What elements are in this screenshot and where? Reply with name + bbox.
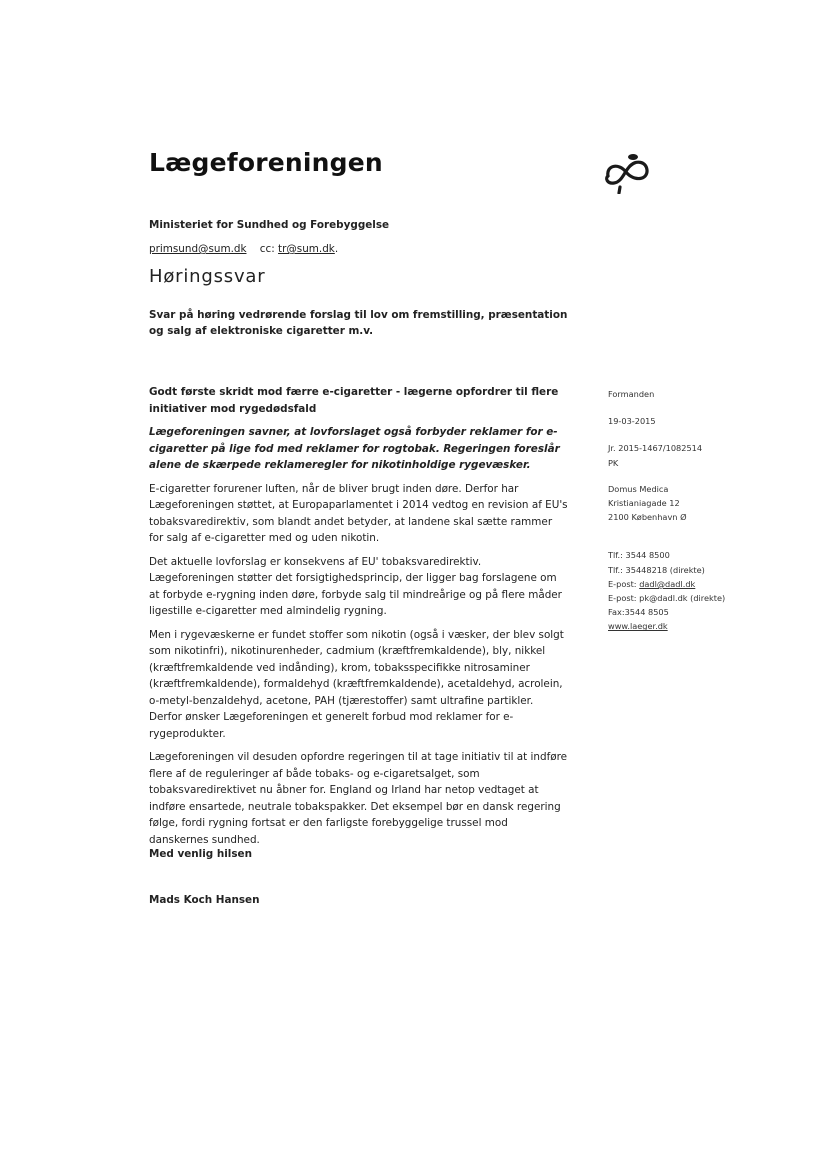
organization-name: Lægeforeningen: [149, 148, 383, 177]
phone-number: Tlf.: 3544 8500: [608, 550, 670, 561]
email-link[interactable]: dadl@dadl.dk: [639, 578, 696, 589]
email-line: [608, 577, 808, 591]
phone-direct: Tlf.: 35448218 (direkte): [608, 564, 705, 575]
document-subject: Svar på høring vedrørende forslag til lov om fremstilling, præsentation og salg af elektroniske cigaretter m.v.: [149, 309, 568, 337]
intro-paragraph: Lægeforeningen savner, at lovforslaget også forbyder reklamer for e-cigaretter på lige fod med reklamer for rogtobak. Regeringen foreslår alene de skærpede reklameregler for nikotinholdige rygevæsker.: [149, 426, 560, 471]
sidebar-info: [608, 387, 808, 634]
primary-email-link[interactable]: primsund@sum.dk: [149, 243, 247, 255]
address-city: 2100 København Ø: [608, 512, 687, 523]
address-street: Kristianiagade 12: [608, 498, 680, 509]
cc-label: cc:: [259, 243, 275, 255]
website-link[interactable]: www.laeger.dk: [608, 621, 668, 632]
signature-name: Mads Koch Hansen: [149, 894, 260, 906]
body-paragraph: Lægeforeningen vil desuden opfordre regeringen til at tage initiativ til at indføre flere af de reguleringer af både tobaks- og e-cigaretsalget, som tobaksvaredirektivet nu åbner for. England og Irland har netop vedtaget at indføre ensartede, neutrale tobakspakker. Det eksempel bør en dansk regering følge, fordi rygning fortsat er den farligste forebyggelige trussel mod danskernes sundhed.: [149, 751, 568, 846]
journal-reference: Jr. 2015-1467/1082514: [608, 443, 703, 454]
sender-initials: PK: [608, 457, 619, 468]
aesculapius-logo-icon: [600, 150, 652, 194]
address-name: Domus Medica: [608, 483, 669, 494]
letter-body: [149, 384, 569, 855]
cc-email-suffix: .: [334, 243, 339, 255]
lead-paragraph: Godt første skridt mod færre e-cigaretter - lægerne opfordrer til flere initiativer mod rygedødsfald: [149, 386, 559, 415]
body-paragraph: Det aktuelle lovforslag er konsekvens af EU' tobaksvaredirektiv. Lægeforeningen støtter det forsigtighedsprincip, der ligger bag forslagene om at forbyde e-rygning inden døre, forbyde salg til mindreårige og på flere måder ligestille e-cigaretter med almindelig rygning.: [149, 555, 562, 617]
document-heading: Høringssvar: [149, 266, 266, 287]
email-direct: E-post: pk@dadl.dk (direkte): [608, 593, 726, 604]
body-paragraph: E-cigaretter forurener luften, når de bliver brugt inden døre. Derfor har Lægeforeningen støttet, at Europaparlamentet i 2014 vedtog en revision af EU's tobaksvaredirektiv, som blandt andet betyder, at landene skal sætte rammer for salg af e-cigaretter med og uden nikotin.: [149, 482, 568, 544]
cc-email-link[interactable]: tr@sum.dk: [278, 243, 335, 255]
sender-role: Formanden: [608, 389, 655, 399]
email-label: E-post:: [608, 578, 637, 589]
body-paragraph: Men i rygevæskerne er fundet stoffer som nikotin (også i væsker, der blev solgt som nikotinfri), nikotinurenheder, cadmium (kræftfremkaldende), bly, nikkel (kræftfremkaldende ved indånding), krom, tobaksspecifikke nitrosaminer (kræftfremkaldende), formaldehyd (kræftfremkaldende), acetaldehyd, acrolein, o-metyl-benzaldehyd, acetone, PAH (tjærestoffer) samt ultrafine partikler. Derfor ønsker Lægeforeningen et generelt forbud mod reklamer for e-rygeprodukter.: [149, 628, 564, 740]
fax-number: Fax:3544 8505: [608, 607, 669, 618]
recipient-name: Ministeriet for Sundhed og Forebyggelse: [149, 219, 390, 231]
letter-date: 19-03-2015: [608, 416, 656, 427]
closing-salutation: Med venlig hilsen: [149, 848, 252, 860]
recipient-emails: [149, 243, 338, 255]
